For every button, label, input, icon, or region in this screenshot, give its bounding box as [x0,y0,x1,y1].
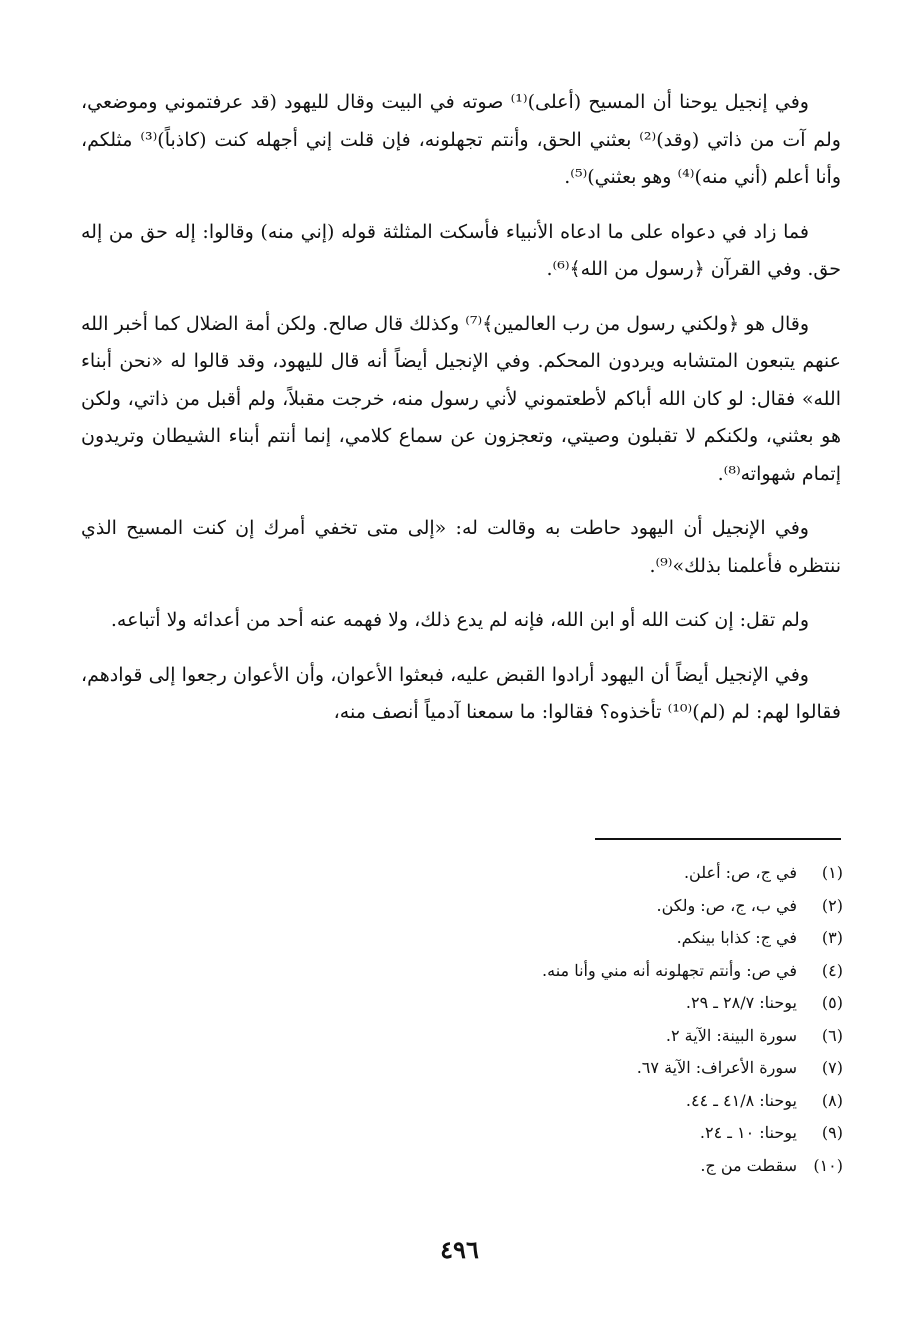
footnote-number: (١٠) [813,1155,843,1175]
paragraph-6: وفي الإنجيل أيضاً أن اليهود أرادوا القبض عليه، فبعثوا الأعوان، وأن الأعوان رجعوا إلى قوادهم، فقالوا لهم: لم (لم)⁽¹⁰⁾ تأخذوه؟ فقالوا: ما سمعنا آدمياً أنصف منه، [81,663,841,723]
footnote-number: (١) [821,863,843,882]
footnote-text: يوحنا: ١٠ ـ ٢٤. [699,1123,797,1142]
footnote-text: سورة الأعراف: الآية ٦٧. [636,1058,797,1077]
footnote-number: (٨) [821,1090,843,1110]
footnote-number: (٥) [821,993,843,1012]
footnote-number: (٦) [821,1025,843,1045]
footnote-3 [223,922,843,955]
footnote-separator [595,838,841,840]
footnote-8 [223,1085,843,1118]
footnote-5 [223,987,843,1020]
footnote-text: سورة البينة: الآية ٢. [665,1025,797,1045]
footnotes-list [223,857,843,1182]
footnote-6 [223,1020,843,1053]
footnote-9 [223,1117,843,1150]
footnote-text: في ص: وأنتم تجهلونه أنه مني وأنا منه. [542,960,797,980]
footnote-text: يوحنا: ٢٨/٧ ـ ٢٩. [685,993,797,1012]
footnote-text: يوحنا: ٤١/٨ ـ ٤٤. [685,1090,797,1110]
footnote-text: في ب، ج، ص: ولكن. [656,895,797,915]
footnote-number: (٢) [821,895,843,915]
footnote-10 [223,1150,843,1183]
paragraph-3: وقال هو ﴿ولكني رسول من رب العالمين﴾⁽⁷⁾ وكذلك قال صالح. ولكن أمة الضلال كما أخبر الله عنهم يتبعون المتشابه ويردون المحكم. وفي الإنجيل أيضاً أنه قال لليهود، وقد قالوا له «نحن أبناء الله» فقال: لو كان الله أباكم لأطعتموني لأني رسول منه، خرجت مقبلاً، ولم أقبل من ذاتي، ولكن هو بعثني، ولكنكم لا تقبلون وصيتي، وتعجزون عن سماع كلامي، إنما أنتم أبناء الشيطان وتريدون إتمام شهواته⁽⁸⁾. [81,312,841,485]
footnote-text: سقطت من ج. [700,1155,797,1175]
footnote-number: (٩) [821,1123,843,1142]
page-number: ٤٩٦ [440,1235,479,1264]
footnote-number: (٣) [821,928,843,947]
footnote-text: في ج، ص: أعلن. [683,863,797,882]
footnote-number: (٤) [821,960,843,980]
main-text-block [81,84,841,749]
footnote-1 [223,857,843,890]
paragraph-4: وفي الإنجيل أن اليهود حاطت به وقالت له: «إلى متى تخفي أمرك إن كنت المسيح الذي ننتظره فأعلمنا بذلك»⁽⁹⁾. [81,517,841,577]
footnote-7 [223,1052,843,1085]
footnote-number: (٧) [821,1058,843,1077]
footnote-2 [223,890,843,923]
paragraph-2: فما زاد في دعواه على ما ادعاه الأنبياء فأسكت المثلثة قوله (إني منه) وقالوا: إله حق من إله حق. وفي القرآن ﴿رسول من الله﴾⁽⁶⁾. [81,220,841,280]
footnote-4 [223,955,843,988]
paragraph-5: ولم تقل: إن كنت الله أو ابن الله، فإنه لم يدع ذلك، ولا فهمه عنه أحد من أعدائه ولا أتباعه. [110,609,809,631]
paragraph-1: وفي إنجيل يوحنا أن المسيح (أعلى)⁽¹⁾ صوته في البيت وقال لليهود (قد عرفتموني وموضعي، ولم آت من ذاتي (وقد)⁽²⁾ بعثني الحق، وأنتم تجهلونه، فإن قلت إني أجهله كنت (كاذباً)⁽³⁾ مثلكم، وأنا أعلم (أني منه)⁽⁴⁾ وهو بعثني)⁽⁵⁾. [81,91,841,188]
footnote-text: في ج: كذابا بينكم. [676,928,797,947]
